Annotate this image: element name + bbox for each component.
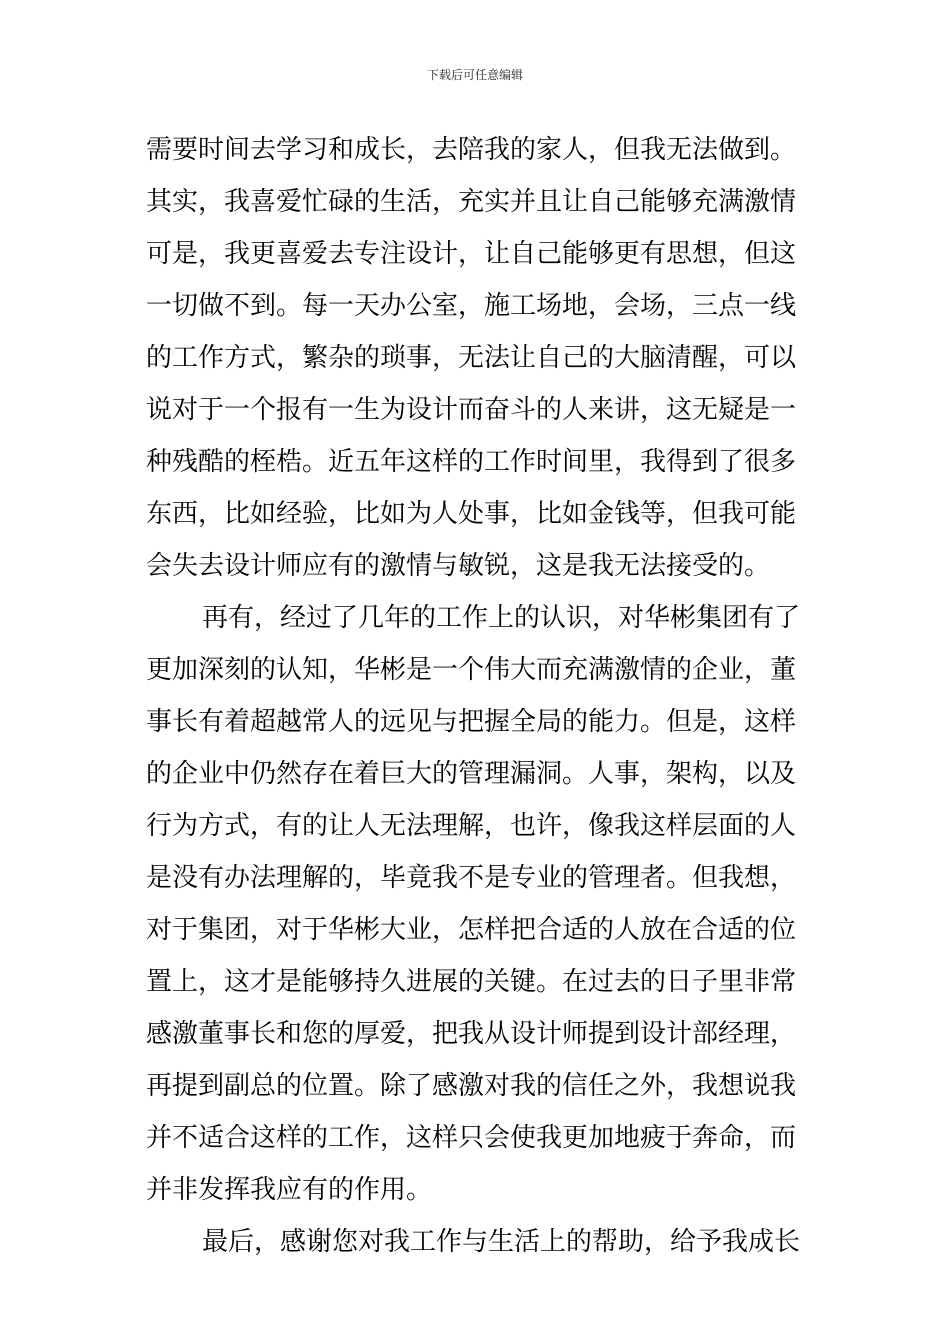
- text-line: 并不适合这样的工作，这样只会使我更加地疲于奔命，而: [146, 1123, 797, 1153]
- text-line: 的企业中仍然存在着巨大的管理漏洞。人事，架构，以及: [146, 759, 797, 789]
- text-line: 对于集团，对于华彬大业，怎样把合适的人放在合适的位: [146, 915, 797, 945]
- text-line: 一切做不到。每一天办公室，施工场地，会场，三点一线: [146, 291, 797, 321]
- text-line: 更加深刻的认知，华彬是一个伟大而充满激情的企业，董: [146, 655, 797, 685]
- text-line: 需要时间去学习和成长，去陪我的家人，但我无法做到。: [146, 135, 797, 165]
- text-line: 会失去设计师应有的激情与敏锐，这是我无法接受的。: [146, 551, 771, 581]
- text-line: 其实，我喜爱忙碌的生活，充实并且让自己能够充满激情: [146, 187, 797, 217]
- text-line: 置上，这才是能够持久进展的关键。在过去的日子里非常: [146, 967, 797, 997]
- text-line: 行为方式，有的让人无法理解，也许，像我这样层面的人: [146, 811, 797, 841]
- text-line: 感激董事长和您的厚爱，把我从设计师提到设计部经理，: [146, 1019, 797, 1049]
- text-line: 东西，比如经验，比如为人处事，比如金钱等，但我可能: [146, 499, 797, 529]
- text-line: 并非发挥我应有的作用。: [146, 1175, 433, 1205]
- letter-body: [146, 124, 810, 1268]
- text-line: 的工作方式，繁杂的琐事，无法让自己的大脑清醒，可以: [146, 343, 797, 373]
- paragraph-start-line: 最后，感谢您对我工作与生活上的帮助，给予我成长: [202, 1227, 801, 1257]
- text-line: 可是，我更喜爱去专注设计，让自己能够更有思想，但这: [146, 239, 797, 269]
- text-line: 说对于一个报有一生为设计而奋斗的人来讲，这无疑是一: [146, 395, 797, 425]
- text-line: 再提到副总的位置。除了感激对我的信任之外，我想说我: [146, 1071, 797, 1101]
- text-line: 种残酷的桎梏。近五年这样的工作时间里，我得到了很多: [146, 447, 797, 477]
- text-line: 事长有着超越常人的远见与把握全局的能力。但是，这样: [146, 707, 797, 737]
- page-header: 下载后可任意编辑: [426, 68, 523, 82]
- paragraph-start-line: 再有，经过了几年的工作上的认识，对华彬集团有了: [202, 603, 801, 633]
- text-line: 是没有办法理解的，毕竟我不是专业的管理者。但我想，: [146, 863, 797, 893]
